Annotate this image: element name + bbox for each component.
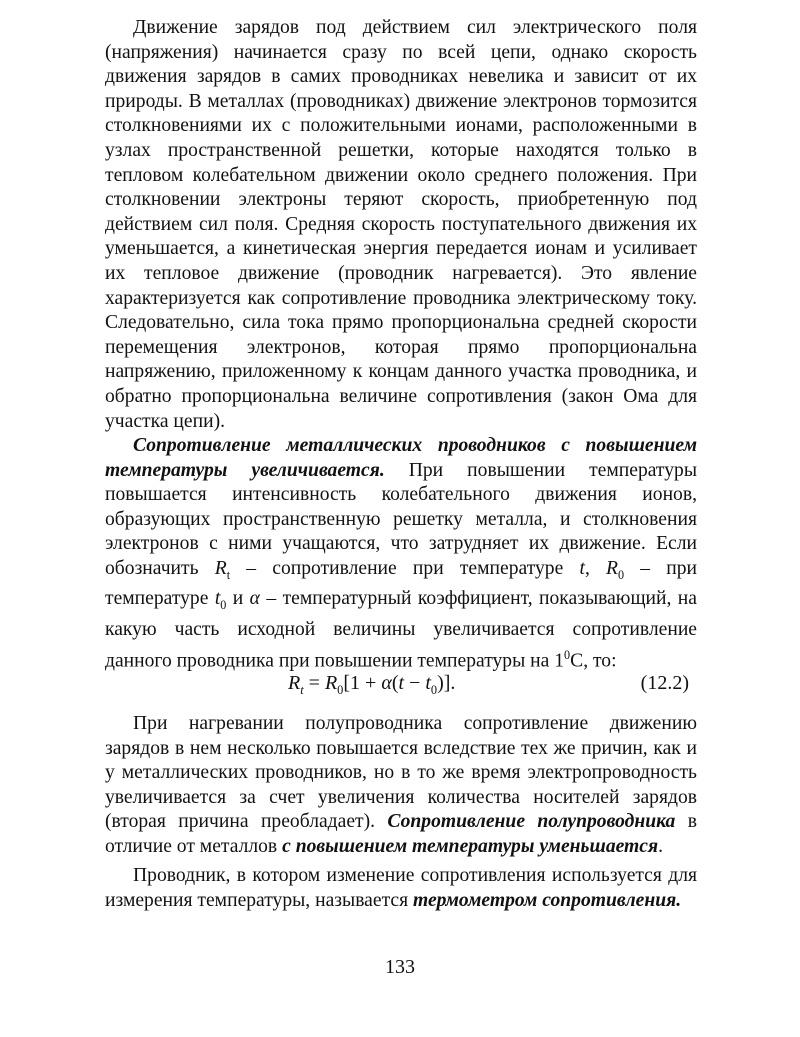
- text-span: Проводник, в котором изменение сопротивления используется для измерения температуры, называется: [105, 865, 697, 911]
- paragraph-thermometer: [105, 864, 697, 913]
- symbol-R0: R: [606, 557, 618, 579]
- text-span: При повышении температуры повышается интенсивность колебательного движения ионов, образующих пространственную решетку металла, и столкновения электронов с ними учащаются, что затрудняет их движение. Если обозначить: [105, 459, 697, 579]
- text-span: – сопротивление при температуре: [230, 557, 580, 579]
- text-span: в отличие от металлов: [105, 811, 697, 857]
- text-span: – температурный коэффициент, показывающий, на какую часть исходной величины увеличивается сопротивление данного проводника при повышении температуры на 1: [105, 588, 697, 672]
- text-span: .: [658, 835, 663, 857]
- paragraph-current-motion: [105, 16, 697, 434]
- text-span: При нагревании полупроводника сопротивление движению зарядов в нем несколько повышается вследствие тех же причин, как и у металлических проводников, но в то же время электропроводность увеличивается за счет увеличения количества носителей зарядов (вторая причина преобладает).: [105, 713, 697, 833]
- symbol-alpha: α: [249, 588, 260, 610]
- paragraph-semiconductor: [105, 712, 697, 860]
- page-number: 133: [385, 956, 415, 978]
- symbol-t0: t: [214, 588, 221, 610]
- text-span: – при температуре: [105, 557, 698, 610]
- superscript: 0: [564, 647, 571, 662]
- text-span: и: [226, 588, 250, 610]
- bold-statement: Сопротивление металлических проводников с повышением температуры увеличивается.: [105, 435, 697, 481]
- subscript: 0: [618, 567, 625, 582]
- symbol-R: R: [214, 557, 227, 579]
- paragraph-metal-resistance: [105, 434, 697, 674]
- bold-term: с повышением температуры уменьшается: [282, 835, 659, 857]
- formula-expression: $R_t = R_0[1 + \alpha(t - t_0)]$.: [288, 672, 456, 697]
- text-span: С, то:: [570, 650, 617, 672]
- paragraph-text: Движение зарядов под действием сил электрического поля (напряжения) начинается сразу по всей цепи, однако скорость движения зарядов в самих проводниках невелика и зависит от их природы. В металлах (проводниках) движение электронов тормозится столкновениями их с положительными ионами, расположенными в узлах пространственной решетки, которые находятся только в тепловом колебательном движении около среднего положения. При столкновении электроны теряют скорость, приобретенную под действием сил поля. Средняя скорость поступательного движения их уменьшается, а кинетическая энергия передается ионам и усиливает их тепловое движение (проводник нагревается). Это явление характеризуется как сопротивление проводника электрическому току. Следовательно, сила тока прямо пропорциональна средней скорости перемещения электронов, которая прямо пропорциональна напряжению, приложенному к концам данного участка проводника, и обратно пропорциональна величине сопротивления (закон Ома для участка цепи).: [105, 17, 697, 432]
- subscript: 0: [220, 598, 227, 613]
- symbol-t: t: [579, 557, 585, 579]
- bold-term: термометром сопротивления.: [413, 889, 682, 911]
- formula-number: (12.2): [640, 672, 689, 694]
- bold-term: Сопротивление полупроводника: [387, 811, 676, 833]
- text-span: ,: [584, 557, 607, 579]
- formula-12-2: [105, 672, 697, 700]
- subscript: t: [226, 567, 231, 582]
